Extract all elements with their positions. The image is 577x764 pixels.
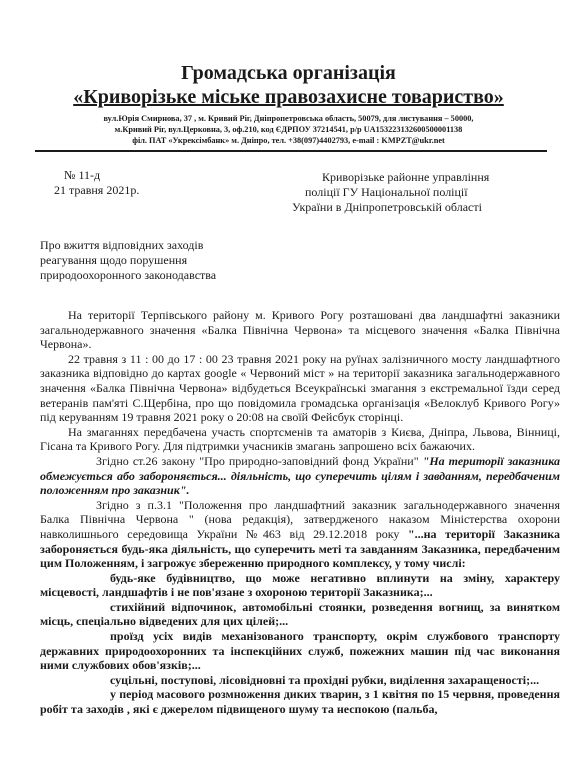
org-name: «Криворізьке міське правозахисне товариство» xyxy=(73,86,504,108)
letter-body xyxy=(40,308,560,717)
letter-number: № 11-д xyxy=(64,168,101,182)
prohibition-item: стихійний відпочинок, автомобільні стоянки, розведення вогнищ, за винятком місць, спеціально відведених для цих цілей;... xyxy=(40,599,560,629)
org-address-line-2: м.Кривий Ріг, вул.Церковна, 3, оф.210, код ЄДРПОУ 37214541, р/р UA153223132600500001138 xyxy=(114,125,463,134)
subject-line-3: природоохоронного законодавства xyxy=(40,268,217,282)
subject-line-1: Про вжиття відповідних заходів xyxy=(40,238,204,252)
regulation-reference: Згідно з п.3.1 "Положення про ландшафтний заказник загальнодержавного значення Балка Північна Червона " (нова редакція), затвердженого наказом Міністерства охорони навколишнього середовища України №463 від 29.12.2018 року xyxy=(40,497,560,541)
paragraph-territory: На території Терпівського району м. Кривого Рогу розташовані два ландшафтні заказники загальнодержавного значення «Балка Північна Червона» та місцевого значення «Балка Північна Червона». xyxy=(40,308,560,352)
prohibition-item: будь-яке будівництво, що може негативно вплинути на зміну, характеру місцевості, ландшафтів і не пов'язане з охороною території Заказника;... xyxy=(40,570,560,600)
prohibition-item: у період масового розмноження диких тварин, з 1 квітня по 15 червня, проведення робіт та заходів , які є джерелом підвищеного шуму та неспокою (пальба, xyxy=(40,687,560,717)
paragraph-regulation xyxy=(40,498,560,571)
letter-date: 21 травня 2021р. xyxy=(54,183,140,197)
recipient-line-2: поліції ГУ Національної поліції xyxy=(305,185,468,199)
paragraph-event: 22 травня з 11 : 00 до 17 : 00 23 травня 2021 року на руїнах залізничного мосту ландшафтного заказника відповідно до картах google « Червоний міст » на території заказника загальнодержавного значення «Балка Північна Червона» відбудеться Всеукраїнські змагання з екстремальної їзди серед ветеранів пам'яті С.Щербіна, про що повідомила громадська організація «Велоклуб Кривого Рогу» під керуванням 19 травня 2021 року о 20:08 на своїй Фейсбук сторінці. xyxy=(40,351,560,425)
org-address-line-3: філ. ПАТ «Укрексімбанк» м. Дніпро, тел. +38(097)4402793, e-mail : KMPZT@ukr.net xyxy=(132,136,445,145)
prohibition-item: суцільні, поступові, лісовідновні та прохідні рубки, виділення захаращеності;... xyxy=(110,672,540,687)
paragraph-participants: На змаганнях передбачена участь спортсменів та аматорів з Києва, Дніпра, Львова, Вінниці, Гісана та Кривого Рогу. Для підтримки учасників змагань запрошено всіх бажаючих. xyxy=(40,424,560,454)
law-quote: "На території заказника обмежується або забороняється... діяльність, що суперечить цілям і завданням, передбаченим положенням про заказник". xyxy=(40,453,560,498)
law-reference: Згідно ст.26 закону "Про природно-заповідний фонд України" xyxy=(96,453,423,468)
header-divider xyxy=(35,150,547,152)
paragraph-law-article-26 xyxy=(40,454,560,498)
org-title: Громадська організація xyxy=(181,62,396,84)
org-address-line-1: вул.Юрія Смирнова, 37 , м. Кривий Ріг, Дніпропетровська область, 50079, для листування – 50000, xyxy=(103,114,474,123)
regulation-quote: "...на території Заказника забороняється будь-яка діяльність, що суперечить меті та завданням Заказника, передбаченим цим Положенням, і загрожує збереженню природного комплексу, у тому числі: xyxy=(40,526,560,571)
recipient-line-3: України в Дніпропетровській області xyxy=(292,200,482,214)
subject-line-2: реагування щодо порушення xyxy=(40,253,188,267)
prohibition-item: проїзд усіх видів механізованого транспорту, окрім службового транспорту державних природоохоронних та інспекційних служб, пожежних машин під час виконання ними службових обов'язків;... xyxy=(40,629,560,673)
recipient-line-1: Криворізьке районне управління xyxy=(322,170,490,184)
